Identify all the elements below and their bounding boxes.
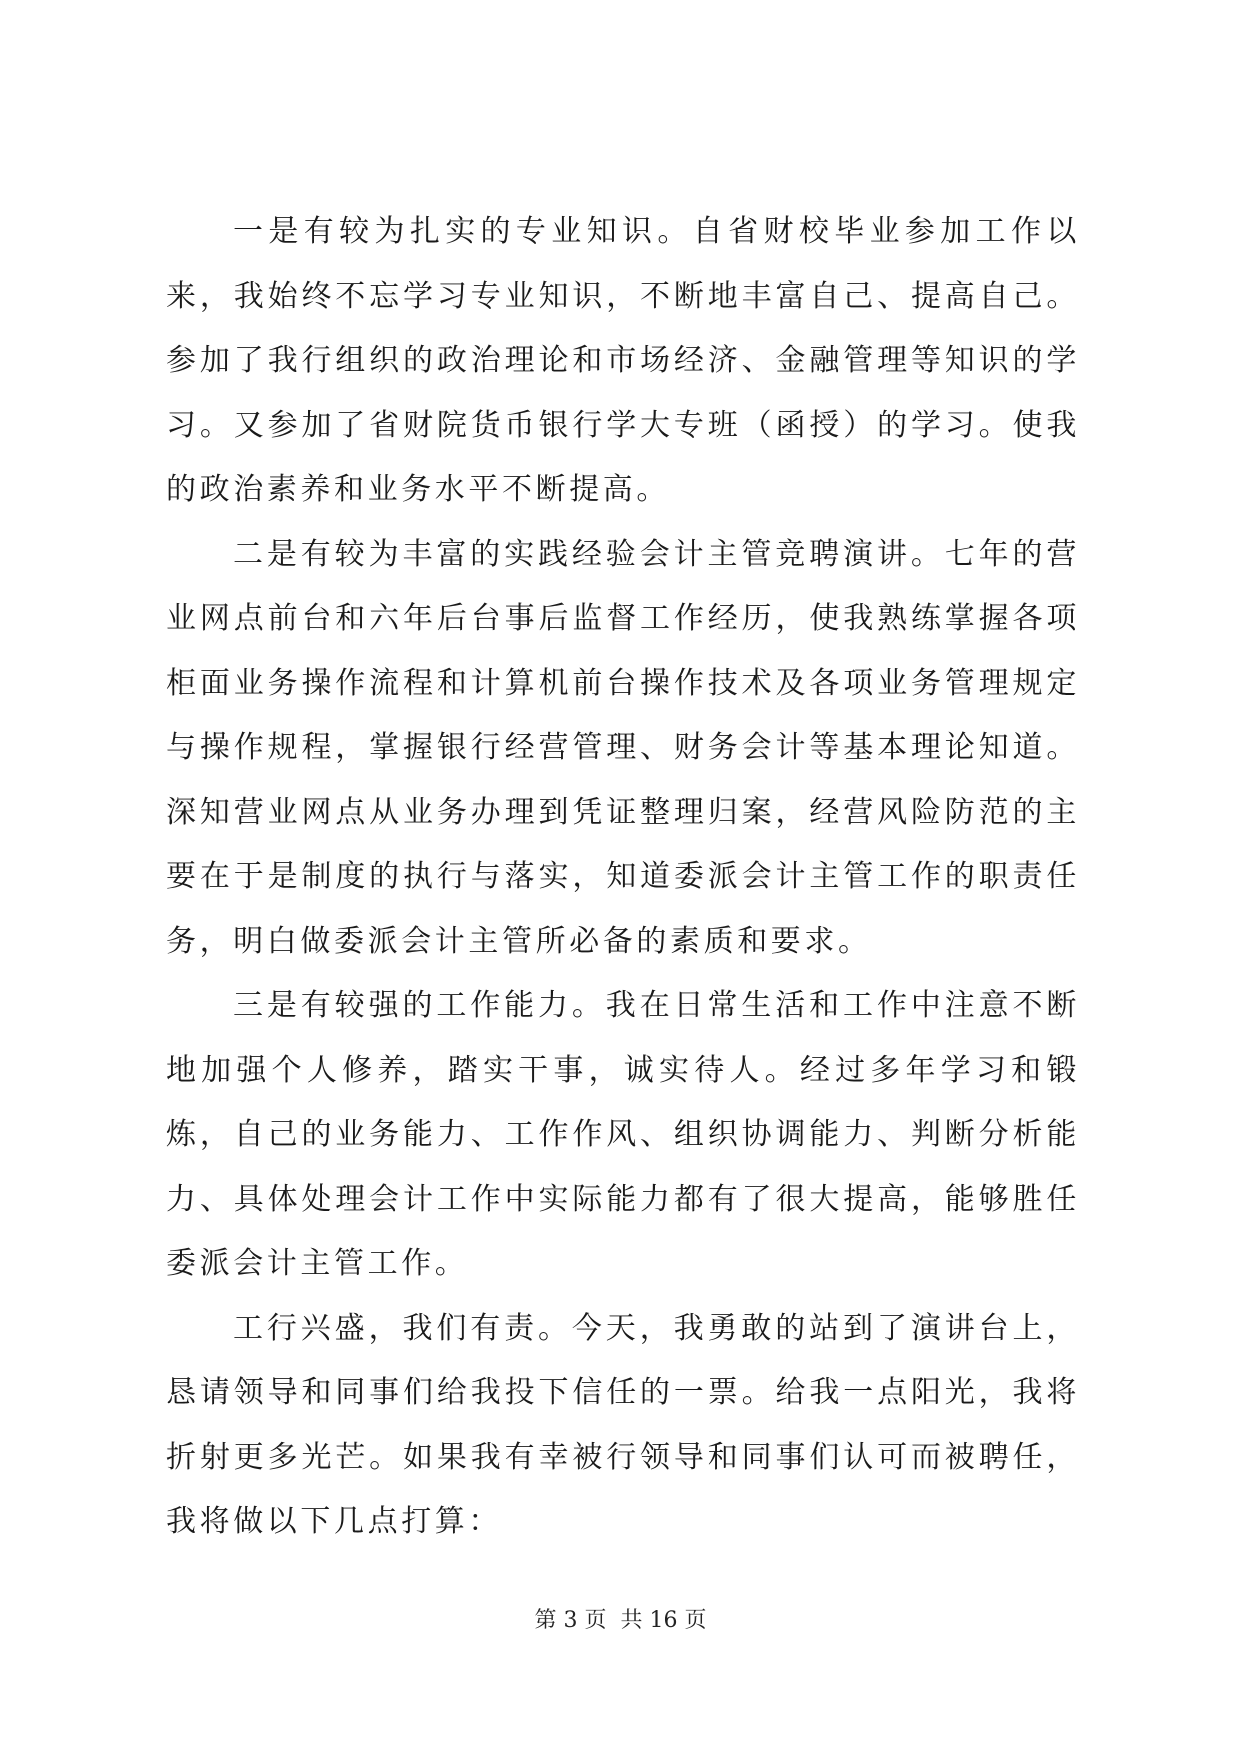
paragraph-plans-intro: 工行兴盛，我们有责。今天，我勇敢的站到了演讲台上，恳请领导和同事们给我投下信任的一票。给我一点阳光，我将折射更多光芒。如果我有幸被行领导和同事们认可而被聘任，我将做以下几点打算： [166, 1310, 1080, 1539]
paragraph-work-ability: 三是有较强的工作能力。我在日常生活和工作中注意不断地加强个人修养，踏实干事，诚实待人。经过多年学习和锻炼，自己的业务能力、工作作风、组织协调能力、判断分析能力、具体处理会计工作中实际能力都有了很大提高，能够胜任委派会计主管工作。 [166, 988, 1080, 1281]
document-body [166, 200, 1080, 1555]
paragraph-practical-experience: 二是有较为丰富的实践经验会计主管竞聘演讲。七年的营业网点前台和六年后台事后监督工作经历，使我熟练掌握各项柜面业务操作流程和计算机前台操作技术及各项业务管理规定与操作规程，掌握银行经营管理、财务会计等基本理论知道。深知营业网点从业务办理到凭证整理归案，经营风险防范的主要在于是制度的执行与落实，知道委派会计主管工作的职责任务，明白做委派会计主管所必备的素质和要求。 [166, 536, 1080, 959]
paragraph-professional-knowledge: 一是有较为扎实的专业知识。自省财校毕业参加工作以来，我始终不忘学习专业知识，不断地丰富自己、提高自己。参加了我行组织的政治理论和市场经济、金融管理等知识的学习。又参加了省财院货币银行学大专班（函授）的学习。使我的政治素养和业务水平不断提高。 [166, 214, 1080, 507]
page-total: 共 16 页 [620, 1608, 707, 1633]
page-number: 第 3 页 [534, 1608, 607, 1633]
page-footer [0, 1603, 1241, 1634]
